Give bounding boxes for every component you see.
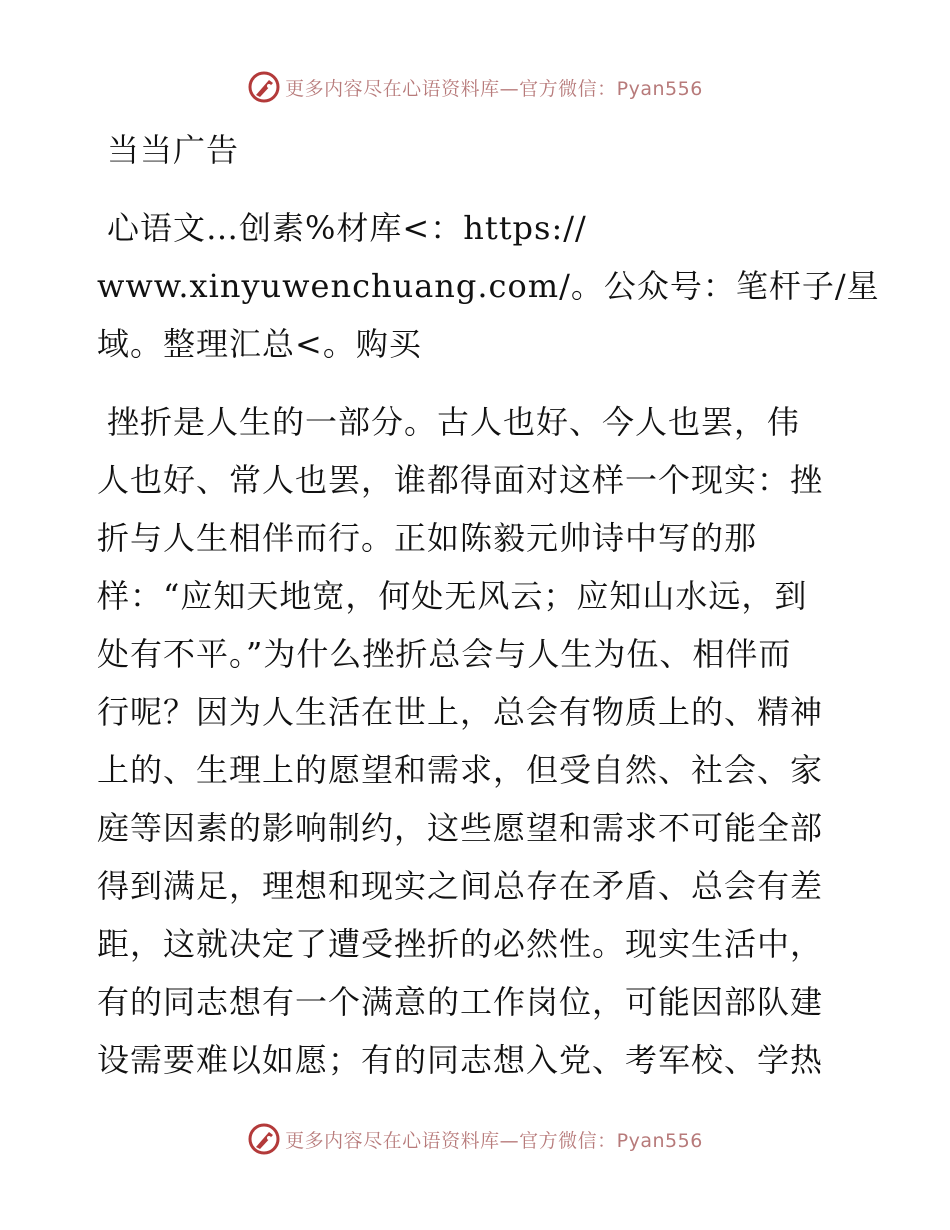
watermark-wechat-id: Pyan556 xyxy=(616,1129,703,1152)
footer-watermark xyxy=(0,1122,950,1156)
watermark-wechat-id: Pyan556 xyxy=(616,77,703,100)
promo-line: 域。整理汇总<。购买 xyxy=(97,325,422,363)
paragraph-line: 人也好、常人也罢，谁都得面对这样一个现实：挫 xyxy=(97,461,824,499)
watermark-text: 更多内容尽在心语资料库—官方微信：Pyan556 xyxy=(285,1129,703,1152)
paragraph-line: 庭等因素的影响制约，这些愿望和需求不可能全部 xyxy=(97,809,824,847)
paragraph-line: 设需要难以如愿；有的同志想入党、考军校、学热 xyxy=(97,1041,824,1079)
paragraph-line: 折与人生相伴而行。正如陈毅元帅诗中写的那 xyxy=(97,519,758,557)
promo-line: 心语文…创素%材库<：https:// xyxy=(107,209,587,247)
paragraph-line: 处有不平。”为什么挫折总会与人生为伍、相伴而 xyxy=(97,635,792,673)
paragraph-line: 距，这就决定了遭受挫折的必然性。现实生活中， xyxy=(97,925,824,963)
watermark-text: 更多内容尽在心语资料库—官方微信：Pyan556 xyxy=(285,77,703,100)
promo-line: www.xinyuwenchuang.com/。公众号：笔杆子/星 xyxy=(97,267,880,305)
paragraph-line: 得到满足，理想和现实之间总存在矛盾、总会有差 xyxy=(97,867,824,905)
paragraph-line: 有的同志想有一个满意的工作岗位，可能因部队建 xyxy=(97,983,824,1021)
header-watermark xyxy=(0,70,950,104)
paragraph-line: 上的、生理上的愿望和需求，但受自然、社会、家 xyxy=(97,751,824,789)
paragraph-line: 行呢？因为人生活在世上，总会有物质上的、精神 xyxy=(97,693,824,731)
page-heading: 当当广告 xyxy=(107,131,240,169)
pen-nib-circle-icon xyxy=(247,1122,281,1156)
pen-nib-circle-icon xyxy=(247,70,281,104)
document-body xyxy=(97,121,880,1089)
paragraph-line: 挫折是人生的一部分。古人也好、今人也罢，伟 xyxy=(107,403,801,441)
paragraph-line: 样：“应知天地宽，何处无风云；应知山水远，到 xyxy=(97,577,808,615)
